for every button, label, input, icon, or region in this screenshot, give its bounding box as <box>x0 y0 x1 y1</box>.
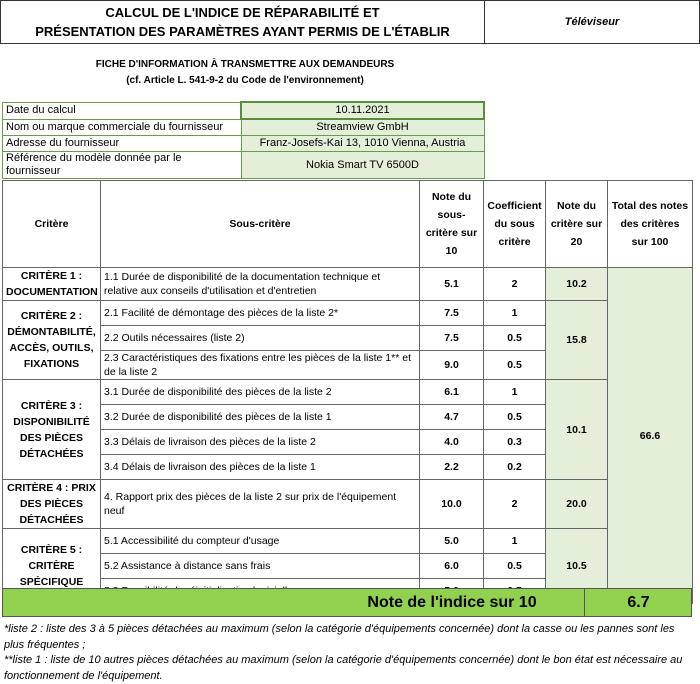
table-row <box>3 380 693 405</box>
title-line-1: CALCUL DE L'INDICE DE RÉPARABILITÉ ET <box>105 5 380 20</box>
subcriterion-label: 2.2 Outils nécessaires (liste 2) <box>101 326 420 351</box>
fiche-line-1: FICHE D'INFORMATION À TRANSMETTRE AUX DEMANDEURS <box>95 59 395 70</box>
subcriterion-coef: 0.5 <box>484 351 546 380</box>
info-label: Date du calcul <box>3 102 242 119</box>
criterion-score: 15.8 <box>546 301 608 380</box>
subcriterion-note: 7.5 <box>420 301 484 326</box>
subcriterion-label: 2.1 Facilité de démontage des pièces de la liste 2* <box>101 301 420 326</box>
criterion-name: CRITÈRE 1 : DOCUMENTATION <box>3 268 101 301</box>
subcriterion-coef: 0.5 <box>484 405 546 430</box>
subcriterion-coef: 0.5 <box>484 326 546 351</box>
criterion-name: CRITÈRE 3 : DISPONIBILITÉ DES PIÈCES DÉTACHÉES <box>3 380 101 480</box>
criterion-name: CRITÈRE 2 : DÉMONTABILITÉ, ACCÈS, OUTILS, FIXATIONS <box>3 301 101 380</box>
info-row-address <box>3 136 485 152</box>
subcriterion-note: 5.1 <box>420 268 484 301</box>
subcriterion-coef: 1 <box>484 380 546 405</box>
subcriterion-note: 4.7 <box>420 405 484 430</box>
info-value: 10.11.2021 <box>241 102 484 119</box>
info-value: Nokia Smart TV 6500D <box>241 152 484 179</box>
subcriterion-label: 3.1 Durée de disponibilité des pièces de la liste 2 <box>101 380 420 405</box>
criterion-score: 10.1 <box>546 380 608 480</box>
col-header-note-sous: Note du sous-critère sur 10 <box>420 181 484 268</box>
info-label: Référence du modèle donnée par le fournisseur <box>3 152 242 179</box>
subcriterion-note: 6.0 <box>420 554 484 579</box>
title-line-2: PRÉSENTATION DES PARAMÈTRES AYANT PERMIS DE L'ÉTABLIR <box>35 24 450 39</box>
page-title <box>0 0 485 44</box>
col-header-critere: Critère <box>3 181 101 268</box>
subcriterion-label: 2.3 Caractéristiques des fixations entre les pièces de la liste 1** et de la liste 2 <box>101 351 420 380</box>
subcriterion-note: 9.0 <box>420 351 484 380</box>
info-row-model <box>3 152 485 179</box>
subcriterion-note: 5.0 <box>420 529 484 554</box>
subcriterion-note: 2.2 <box>420 455 484 480</box>
criterion-score: 10.5 <box>546 529 608 604</box>
subcriterion-label: 3.4 Délais de livraison des pièces de la liste 1 <box>101 455 420 480</box>
subcriterion-note: 6.1 <box>420 380 484 405</box>
supplier-info-table <box>2 101 485 179</box>
fiche-line-2: (cf. Article L. 541-9-2 du Code de l'environnement) <box>126 75 364 86</box>
criterion-name: CRITÈRE 4 : PRIX DES PIÈCES DÉTACHÉES <box>3 480 101 529</box>
table-row <box>3 301 693 326</box>
footnote-liste-1: **liste 1 : liste de 10 autres pièces détachées au maximum (selon la catégorie d'équipements concernée) dont le bon état est nécessaire au fonctionnement de l'équipement. <box>4 654 683 682</box>
info-value: Franz-Josefs-Kai 13, 1010 Vienna, Austria <box>241 136 484 152</box>
subcriterion-coef: 2 <box>484 480 546 529</box>
subcriterion-coef: 0.2 <box>484 455 546 480</box>
col-header-total: Total des notes des critères sur 100 <box>608 181 693 268</box>
col-header-sous-critere: Sous-critère <box>101 181 420 268</box>
product-type: Téléviseur <box>485 0 700 44</box>
info-row-date <box>3 102 485 119</box>
criterion-score: 10.2 <box>546 268 608 301</box>
col-header-note-critere: Note du critère sur 20 <box>546 181 608 268</box>
criterion-score: 20.0 <box>546 480 608 529</box>
subcriterion-label: 1.1 Durée de disponibilité de la documentation technique et relative aux conseils d'utilisation et d'entretien <box>101 268 420 301</box>
criterion-name: CRITÈRE 5 : CRITÈRE SPÉCIFIQUE <box>3 529 101 604</box>
info-label: Adresse du fournisseur <box>3 136 242 152</box>
final-score-label: Note de l'indice sur 10 <box>320 588 585 617</box>
subcriterion-coef: 0.5 <box>484 554 546 579</box>
final-score-value: 6.7 <box>627 593 650 611</box>
subcriterion-label: 5.2 Assistance à distance sans frais <box>101 554 420 579</box>
subcriterion-note: 10.0 <box>420 480 484 529</box>
criteria-table <box>2 180 693 604</box>
subcriterion-label: 4. Rapport prix des pièces de la liste 2 sur prix de l'équipement neuf <box>101 480 420 529</box>
table-row <box>3 268 693 301</box>
subcriterion-label: 3.3 Délais de livraison des pièces de la liste 2 <box>101 430 420 455</box>
total-score: 66.6 <box>608 268 693 604</box>
footnote-liste-2: *liste 2 : liste des 3 à 5 pièces détachées au maximum (selon la catégorie d'équipements concernée) dont la casse ou les pannes sont les plus fréquentes ; <box>4 623 675 651</box>
subcriterion-coef: 1 <box>484 529 546 554</box>
info-label: Nom ou marque commerciale du fournisseur <box>3 119 242 136</box>
subcriterion-label: 5.1 Accessibilité du compteur d'usage <box>101 529 420 554</box>
subcriterion-note: 7.5 <box>420 326 484 351</box>
info-value: Streamview GmbH <box>241 119 484 136</box>
table-row <box>3 529 693 554</box>
subcriterion-note: 4.0 <box>420 430 484 455</box>
criteria-header-row <box>3 181 693 268</box>
fiche-heading <box>90 57 400 89</box>
table-row <box>3 480 693 529</box>
subcriterion-coef: 1 <box>484 301 546 326</box>
info-row-brand <box>3 119 485 136</box>
subcriterion-label: 3.2 Durée de disponibilité des pièces de la liste 1 <box>101 405 420 430</box>
subcriterion-coef: 0.3 <box>484 430 546 455</box>
col-header-coef: Coefficient du sous critère <box>484 181 546 268</box>
subcriterion-coef: 2 <box>484 268 546 301</box>
